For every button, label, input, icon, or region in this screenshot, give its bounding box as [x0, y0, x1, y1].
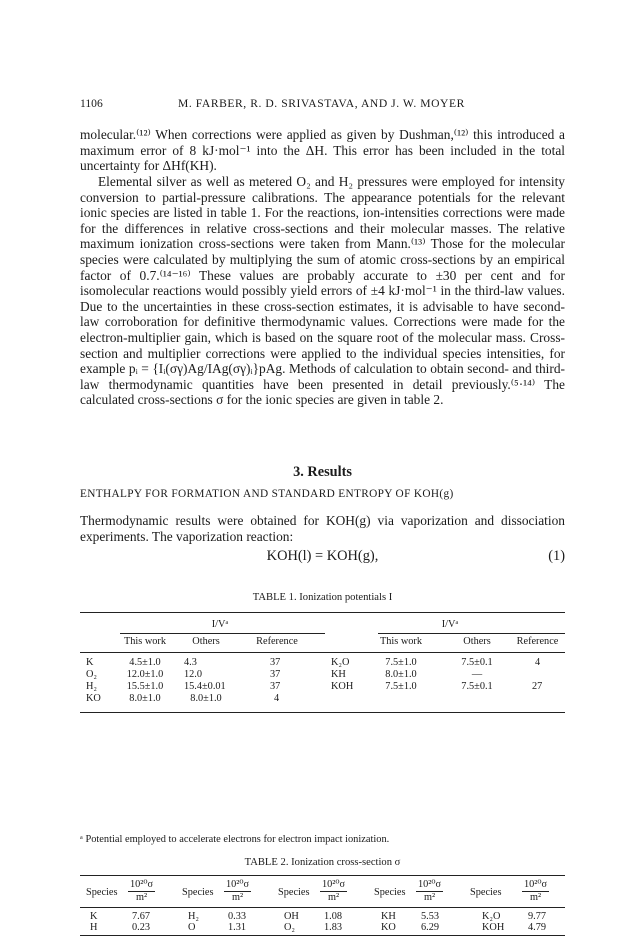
table1-group-header-right: I/Vᵃ — [441, 619, 459, 630]
table-cell: KO — [381, 922, 396, 933]
table1-top-rule — [80, 612, 565, 613]
fraction-numerator: 10²⁰σ — [130, 879, 154, 890]
page-number: 1106 — [80, 97, 103, 110]
table1-header-thiswork: This work — [123, 636, 167, 647]
table-cell: 1.83 — [324, 922, 343, 933]
table2-value-header — [522, 879, 549, 904]
table-cell: 4.3 — [184, 657, 197, 668]
table-cell: O₂ — [284, 922, 296, 933]
table-cell: 5.53 — [421, 911, 440, 922]
fraction-denominator: m² — [327, 892, 340, 903]
table-cell: KH — [331, 669, 346, 680]
table-cell: 4.5±1.0 — [129, 657, 161, 668]
table-cell: 7.5±1.0 — [385, 657, 417, 668]
table-cell: 8.0±1.0 — [190, 693, 222, 704]
table1-group-rule-right — [378, 633, 565, 634]
equation-number: (1) — [548, 548, 565, 564]
table-cell: K₂O — [331, 657, 350, 668]
table-cell: 27 — [532, 681, 543, 692]
table-cell: KO — [86, 693, 101, 704]
table-cell: K — [86, 657, 94, 668]
table2-species-header: Species — [278, 887, 310, 898]
table-cell: H₂ — [86, 681, 98, 692]
table2-species-header: Species — [182, 887, 214, 898]
table-cell: 15.4±0.01 — [184, 681, 226, 692]
fraction-numerator: 10²⁰σ — [322, 879, 346, 890]
table-cell: 8.0±1.0 — [129, 693, 161, 704]
table-cell: OH — [284, 911, 299, 922]
table-cell: 12.0 — [184, 669, 203, 680]
table2-species-header: Species — [374, 887, 406, 898]
table-cell: 0.33 — [228, 911, 247, 922]
table-cell: 6.29 — [421, 922, 440, 933]
table1-footnote: ᵃ Potential employed to accelerate electrons for electron impact ionization. — [80, 834, 390, 845]
subsection-heading: ENTHALPY FOR FORMATION AND STANDARD ENTROPY OF KOH(g) — [80, 488, 454, 500]
table-cell: 37 — [270, 681, 281, 692]
table1-group-rule-left — [120, 633, 325, 634]
fraction-denominator: m² — [135, 892, 148, 903]
paragraph-results: Thermodynamic results were obtained for KOH(g) via vaporization and dissociation experiments. The vaporization reaction: — [80, 513, 565, 544]
table2-species-header: Species — [470, 887, 502, 898]
table-cell: 7.67 — [132, 911, 151, 922]
table1-header-others-right: Others — [463, 636, 491, 647]
table2-top-rule — [80, 875, 565, 876]
table-cell: KOH — [331, 681, 354, 692]
equation-body: KOH(l) = KOH(g), — [266, 548, 379, 564]
paragraph-continued: molecular.⁽¹²⁾ When corrections were applied as given by Dushman,⁽¹²⁾ this introduced a maximum error of 8 kJ·mol⁻¹ into the ΔH. This error has been included in the total uncertainty for ΔHf(KH). — [80, 127, 565, 174]
table-cell: 4.79 — [528, 922, 547, 933]
table-cell: 4 — [535, 657, 541, 668]
table2-caption: TABLE 2. Ionization cross-section σ — [244, 857, 401, 868]
table-cell: K₂O — [482, 911, 501, 922]
table-cell: 15.5±1.0 — [126, 681, 164, 692]
table-cell: KH — [381, 911, 396, 922]
table1-caption: TABLE 1. Ionization potentials I — [252, 592, 393, 603]
table-cell: 37 — [270, 669, 281, 680]
table1-header-thiswork-right: This work — [379, 636, 423, 647]
paragraph-calibration: Elemental silver as well as metered O₂ and H₂ pressures were employed for intensity conversion to partial-pressure calibrations. The appearance potentials for the relevant ionic species are listed in table 1. For the reactions, ion-intensities corrections were made for the differences in relative cross-sections and their molecular masses. The relative maximum ionization cross-sections were taken from Mann.⁽¹³⁾ Those for the molecular species were calculated by multiplying the sum of atomic cross-sections by an empirical factor of 0.7.⁽¹⁴⁻¹⁶⁾ These values are probably accurate to ±30 per cent and for isomolecular reactions would possibly yield errors of ±4 kJ·mol⁻¹ in the third-law values. Due to the uncertainties in these cross-section estimates, it is advisable to have second-law corroboration for definitive thermodynamic values. Corrections were made for the electron-multiplier gain, which is based on the square root of the molecular mass. Cross-section and multiplier corrections were applied to the individual species intensities, for example pᵢ = {Iᵢ(σγ)Ag/IAg(σγ)ᵢ}pAg. Methods of calculation to obtain second- and third-law thermodynamic quantities have been presented in detail previously.⁽⁵·¹⁴⁾ The calculated cross-sections σ for the ionic species are given in table 2. — [80, 174, 565, 408]
table-cell: 1.31 — [228, 922, 247, 933]
table-cell: 1.08 — [324, 911, 343, 922]
table-cell: 37 — [270, 657, 281, 668]
table-cell: 0.23 — [132, 922, 151, 933]
table2-species-header: Species — [86, 887, 118, 898]
table-cell: O — [188, 922, 196, 933]
table1-group-header-left: I/Vᵃ — [211, 619, 229, 630]
table2-header-rule — [80, 907, 565, 908]
fraction-numerator: 10²⁰σ — [418, 879, 442, 890]
fraction-denominator: m² — [423, 892, 436, 903]
table-cell: H — [90, 922, 98, 933]
table-cell: 4 — [274, 693, 280, 704]
table1-header-rule — [80, 652, 565, 653]
table1-header-reference: Reference — [256, 636, 298, 647]
table2-value-header — [320, 879, 347, 904]
table-cell: 7.5±1.0 — [385, 681, 417, 692]
table2-value-header — [224, 879, 251, 904]
table1-header-others: Others — [192, 636, 220, 647]
table-cell: K — [90, 911, 98, 922]
section-title: 3. Results — [293, 464, 352, 480]
table-cell: — — [471, 669, 483, 680]
fraction-numerator: 10²⁰σ — [226, 879, 250, 890]
table-cell: KOH — [482, 922, 505, 933]
table-cell: 7.5±0.1 — [461, 657, 493, 668]
table1-header-reference-right: Reference — [516, 636, 559, 647]
fraction-denominator: m² — [231, 892, 244, 903]
table2-value-header — [128, 879, 155, 904]
fraction-numerator: 10²⁰σ — [524, 879, 548, 890]
table-cell: 12.0±1.0 — [126, 669, 164, 680]
table-cell: H₂ — [188, 911, 200, 922]
table-cell: O₂ — [86, 669, 98, 680]
fraction-denominator: m² — [529, 892, 542, 903]
table-cell: 8.0±1.0 — [385, 669, 417, 680]
table-cell: 9.77 — [528, 911, 547, 922]
table2-bottom-rule — [80, 935, 565, 936]
table2-value-header — [416, 879, 443, 904]
running-authors: M. FARBER, R. D. SRIVASTAVA, AND J. W. MOYER — [178, 97, 465, 110]
table1-bottom-rule — [80, 712, 565, 713]
table-cell: 7.5±0.1 — [461, 681, 493, 692]
